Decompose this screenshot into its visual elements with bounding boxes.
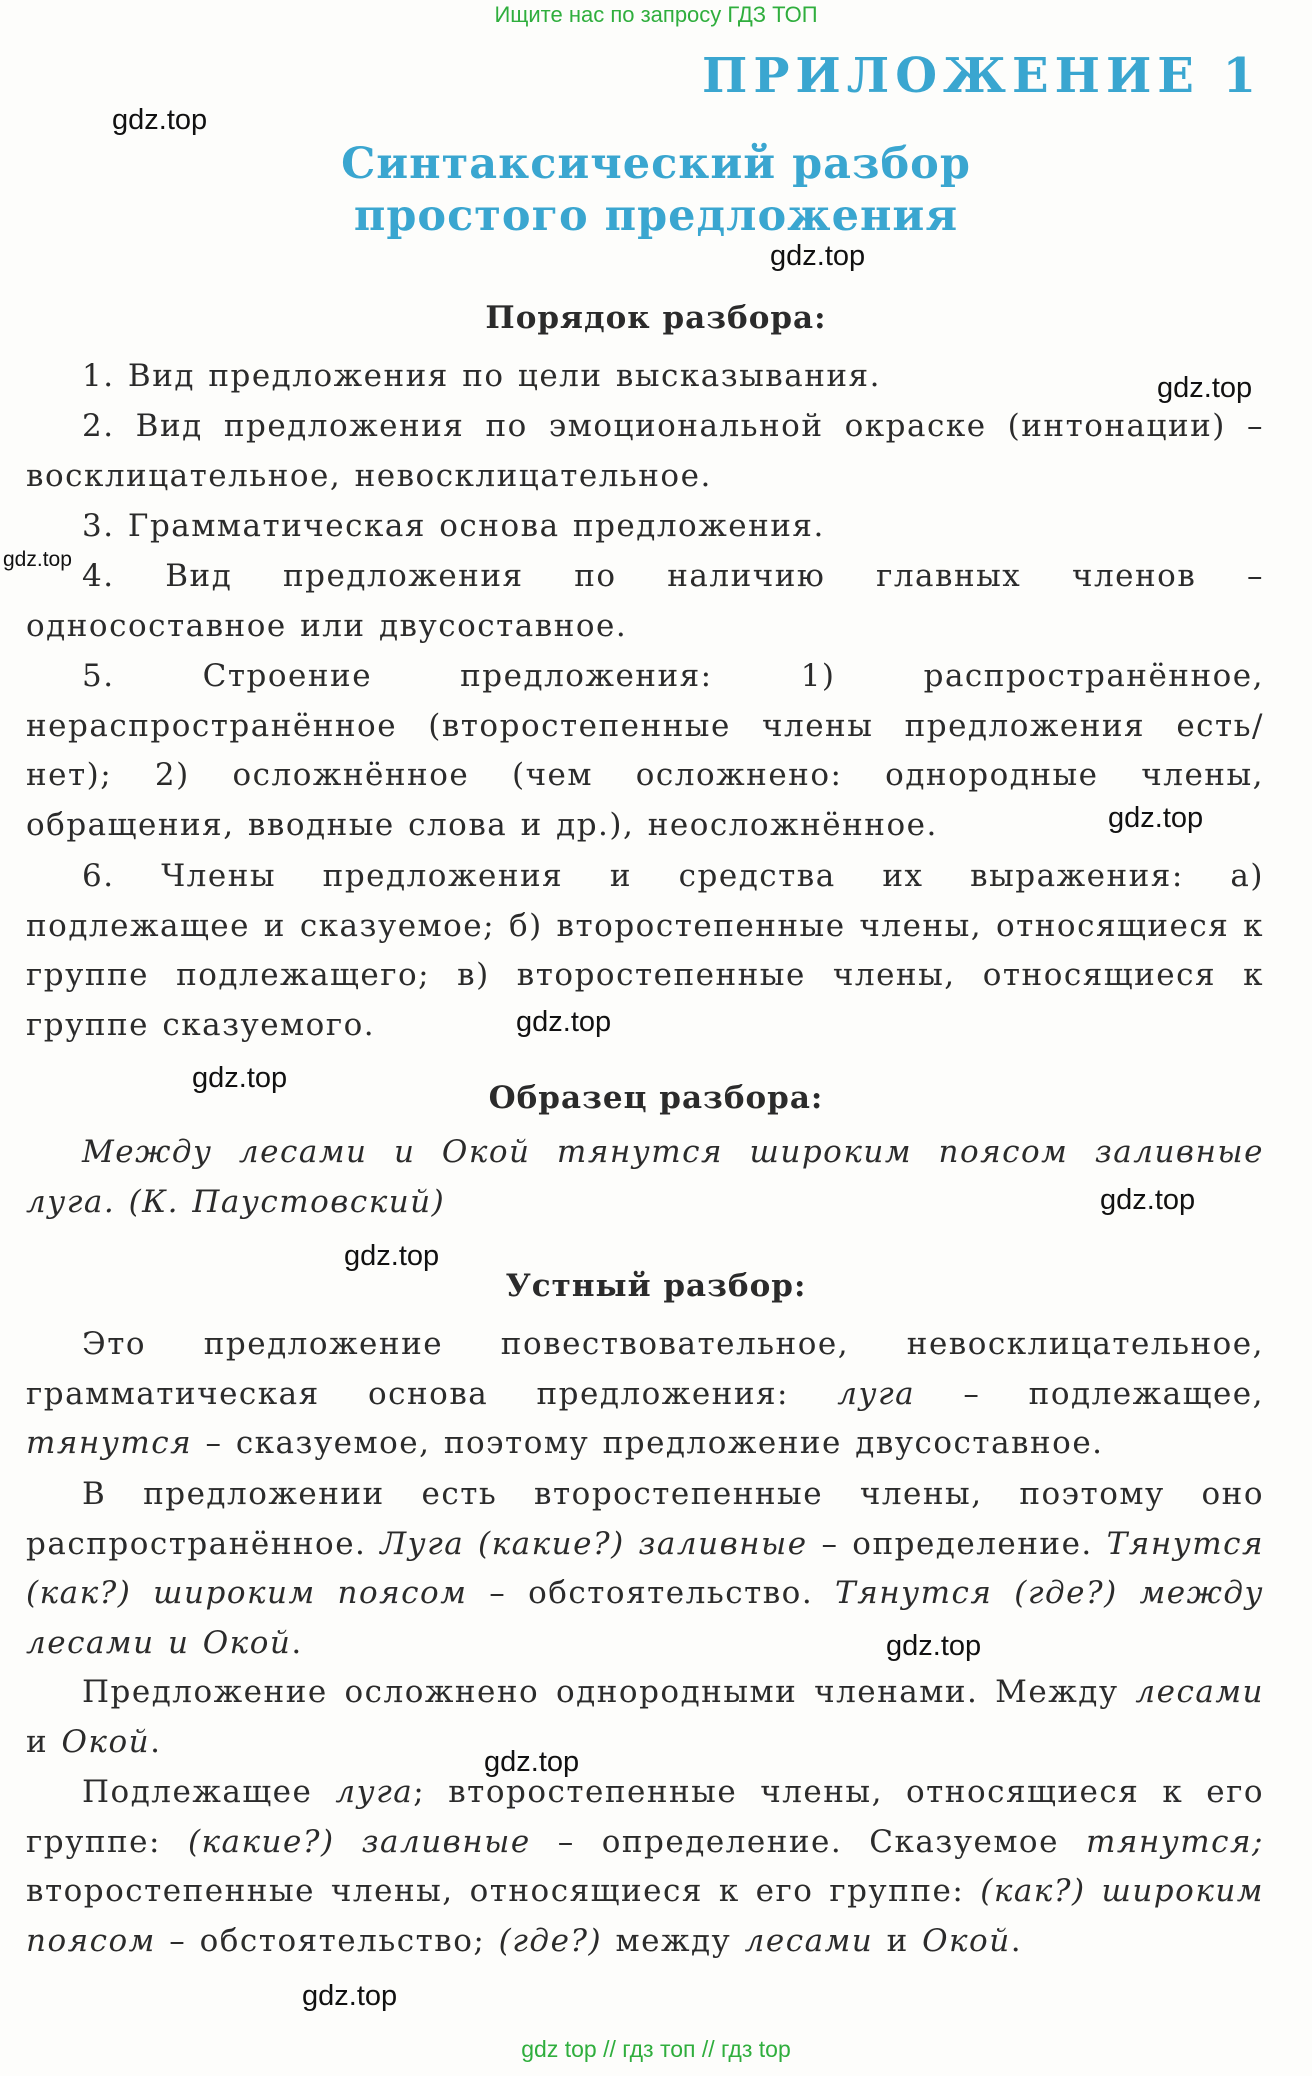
text-run: . — [291, 1624, 303, 1661]
oral-paragraph-1 — [26, 1320, 1264, 1469]
order-item-4: 4. Вид предложения по наличию главных членов – односоставное или двусоставное. — [26, 558, 1264, 644]
watermark: gdz.top — [302, 1980, 398, 2012]
italic-run: (где?) — [498, 1922, 603, 1959]
page-title — [0, 138, 1312, 242]
italic-run: тянутся; — [1085, 1823, 1264, 1860]
appendix-title: ПРИЛОЖЕНИЕ 1 — [702, 48, 1262, 104]
text-run: ; второстепенные члены, относящиеся к его группе: — [26, 1774, 1264, 1860]
italic-run: Тянутся (как?) широким поясом — [26, 1525, 1265, 1611]
italic-run: Окой — [61, 1723, 151, 1760]
italic-run: (какие?) заливные — [187, 1823, 531, 1860]
italic-run: лесами — [1135, 1674, 1264, 1710]
oral-paragraph-3 — [26, 1668, 1264, 1767]
text-run: – сказуемое, поэтому предложение двусоставное. — [192, 1425, 1104, 1461]
sample-sentence — [26, 1128, 1264, 1227]
watermark: gdz.top — [344, 1240, 440, 1272]
watermark: gdz.top — [192, 1062, 288, 1094]
italic-run: Тянутся (где?) между лесами и Окой — [26, 1575, 1264, 1661]
text-run: – определение. Сказуемое — [530, 1823, 1086, 1860]
order-item-2: 2. Вид предложения по эмоциональной окраске (интонации) – восклицательное, невосклицательное. — [26, 408, 1264, 494]
text-run: – обстоятельство. — [467, 1575, 836, 1611]
watermark: gdz.top — [1100, 1184, 1196, 1216]
watermark: gdz.top — [770, 240, 866, 272]
watermark: gdz.top — [1108, 802, 1204, 834]
watermark: gdz.top — [516, 1006, 612, 1038]
sample-heading: Образец разбора: — [488, 1080, 824, 1116]
text-run: и — [873, 1922, 923, 1959]
order-item-6: 6. Члены предложения и средства их выражения: а) подлежащее и сказуемое; б) второстепенные члены, относящиеся к группе подлежащего; в) второстепенные члены, относящиеся к группе сказуемого. — [26, 858, 1264, 1043]
oral-paragraph-4 — [26, 1768, 1264, 1966]
order-item-1: 1. Вид предложения по цели высказывания. — [82, 358, 881, 394]
sample-sentence-text: Между лесами и Окой тянутся широким поясом заливные луга. (К. Паустовский) — [26, 1134, 1264, 1220]
text-run: . — [150, 1723, 162, 1760]
text-run: В предложении есть второстепенные члены, поэтому оно распространённое. — [26, 1476, 1264, 1562]
italic-run: лесами — [744, 1922, 874, 1959]
text-run: – обстоятельство; — [155, 1922, 499, 1959]
order-heading: Порядок разбора: — [485, 300, 827, 336]
order-item-5: 5. Строение предложения: 1) распространённое, нераспространённое (второстепенные члены предложения есть/нет); 2) осложнённое (чем осложнено: однородные члены, обращения, вводные слова и др.), неосложнённое. — [26, 658, 1264, 843]
text-run: – подлежащее, — [915, 1375, 1264, 1412]
italic-run: луга — [335, 1774, 414, 1810]
watermark: gdz.top — [1157, 372, 1253, 404]
top-banner-link[interactable]: Ищите нас по запросу ГДЗ ТОП — [494, 2, 818, 27]
watermark: gdz.top — [112, 104, 208, 136]
watermark: gdz.top — [484, 1746, 580, 1778]
text-run: – определение. — [807, 1525, 1107, 1562]
text-run: второстепенные члены, относящиеся к его группе: — [26, 1873, 981, 1909]
italic-run: Луга (какие?) заливные — [380, 1525, 808, 1562]
text-run: Предложение осложнено однородными членами. Между — [82, 1674, 1136, 1710]
text-run: Это предложение повествовательное, невосклицательное, грамматическая основа предложения: — [26, 1326, 1264, 1412]
italic-run: Окой — [922, 1922, 1011, 1959]
text-run: между — [602, 1922, 745, 1959]
text-run: . — [1010, 1922, 1023, 1959]
italic-run: луга — [837, 1375, 916, 1412]
title-line-2: простого предложения — [353, 191, 959, 241]
italic-run: (как?) широким поясом — [26, 1873, 1264, 1959]
text-run: Подлежащее — [82, 1774, 336, 1810]
order-item-3: 3. Грамматическая основа предложения. — [82, 508, 825, 544]
watermark: gdz.top — [886, 1630, 982, 1662]
title-line-1: Синтаксический разбор — [341, 139, 971, 189]
bottom-banner-link[interactable]: gdz top // гдз топ // гдз top — [521, 2036, 791, 2062]
italic-run: тянутся — [26, 1425, 193, 1461]
oral-heading: Устный разбор: — [505, 1268, 807, 1304]
watermark: gdz.top — [3, 548, 72, 571]
oral-paragraph-2 — [26, 1470, 1264, 1668]
text-run: и — [26, 1723, 62, 1760]
